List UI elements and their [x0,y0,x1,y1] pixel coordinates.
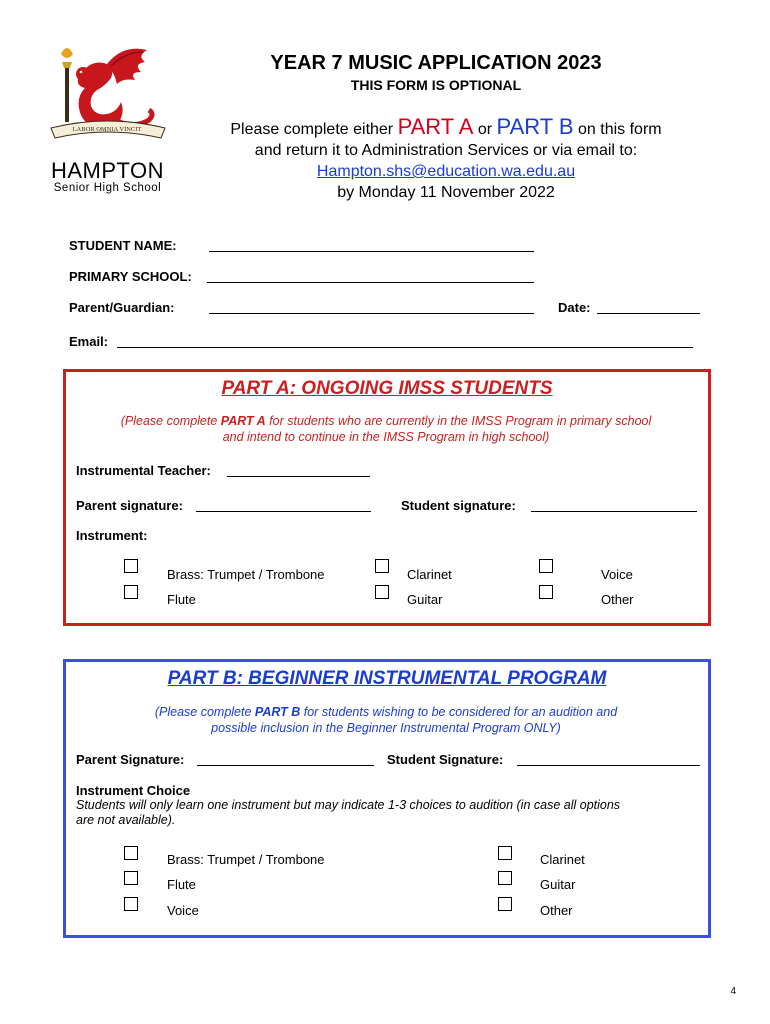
page-number: 4 [730,986,736,997]
part-b-student-signature-label: Student Signature: [387,752,504,767]
part-b-note [76,704,696,736]
checkbox-b-brass[interactable] [124,846,138,860]
part-a-heading: PART A: ONGOING IMSS STUDENTS [221,378,553,399]
date-label: Date: [558,300,591,315]
form-title: YEAR 7 MUSIC APPLICATION 2023 [270,52,602,74]
part-b-note-line2: possible inclusion in the Beginner Instrumental Program ONLY) [211,721,561,735]
instrumental-teacher-label: Instrumental Teacher: [76,463,211,478]
checkbox-b-other[interactable] [498,897,512,911]
instrument-label: Instrument: [76,528,148,543]
checkbox-b-flute[interactable] [124,871,138,885]
option-b-other: Other [540,903,573,918]
parent-guardian-label: Parent/Guardian: [69,300,175,315]
checkbox-guitar[interactable] [375,585,389,599]
option-brass: Brass: Trumpet / Trombone [167,567,325,582]
logo-school-name: HAMPTON [50,158,165,183]
option-guitar: Guitar [407,592,443,607]
part-a-note-line2: and intend to continue in the IMSS Program in high school) [222,430,550,444]
intro-post: on this form [573,121,662,138]
primary-school-field[interactable] [207,268,534,283]
part-b-section [63,659,711,938]
part-b-student-signature-field[interactable] [517,751,700,766]
option-clarinet: Clarinet [407,567,452,582]
intro-part-a: PART A [397,114,474,139]
option-flute: Flute [167,592,196,607]
checkbox-b-voice[interactable] [124,897,138,911]
part-a-note-pre: (Please complete [120,414,221,428]
checkbox-flute[interactable] [124,585,138,599]
option-b-voice: Voice [167,903,199,918]
part-b-parent-signature-field[interactable] [197,751,374,766]
part-a-parent-signature-label: Parent signature: [76,498,183,513]
student-name-label: STUDENT NAME: [69,238,177,253]
intro-or: or [473,121,497,138]
option-voice: Voice [601,567,633,582]
part-b-heading: PART B: BEGINNER INSTRUMENTAL PROGRAM [167,668,607,689]
part-a-student-signature-label: Student signature: [401,498,516,513]
option-b-flute: Flute [167,877,196,892]
checkbox-b-clarinet[interactable] [498,846,512,860]
checkbox-brass[interactable] [124,559,138,573]
email-label: Email: [69,334,109,349]
checkbox-other[interactable] [539,585,553,599]
option-other: Other [601,592,634,607]
intro-part-b: PART B [496,114,574,139]
intro-line2: and return it to Administration Services or via email to: [254,142,638,159]
parent-guardian-field[interactable] [209,299,534,314]
instrument-choice-note-2: are not available). [76,813,176,827]
part-a-section [63,369,711,626]
option-b-clarinet: Clarinet [540,852,585,867]
crest-motto: LABOR OMNIA VINCIT [72,126,142,133]
option-b-guitar: Guitar [540,877,576,892]
part-a-parent-signature-field[interactable] [196,497,371,512]
student-name-field[interactable] [209,237,534,252]
part-b-note-pre: (Please complete [154,705,255,719]
part-b-parent-signature-label: Parent Signature: [76,752,185,767]
part-b-note-bold: PART B [254,705,301,719]
instructions [190,116,702,203]
instrumental-teacher-field[interactable] [227,462,370,477]
part-b-note-post: for students wishing to be considered for an audition and [300,705,618,719]
instrument-choice-note [76,798,706,828]
checkbox-clarinet[interactable] [375,559,389,573]
part-a-student-signature-field[interactable] [531,497,697,512]
date-field[interactable] [597,299,700,314]
deadline: by Monday 11 November 2022 [337,184,555,201]
email-link[interactable]: Hampton.shs@education.wa.edu.au [316,163,576,180]
dragon-crest-icon [45,40,170,158]
instrument-choice-note-1: Students will only learn one instrument but may indicate 1-3 choices to audition (in case all options [76,798,621,812]
part-a-note [76,413,696,445]
email-field[interactable] [117,333,693,348]
school-logo [45,40,170,200]
checkbox-b-guitar[interactable] [498,871,512,885]
logo-school-subtitle: Senior High School [53,182,162,194]
form-subtitle: THIS FORM IS OPTIONAL [350,77,522,93]
part-a-note-post: for students who are currently in the IMSS Program in primary school [265,414,652,428]
option-b-brass: Brass: Trumpet / Trombone [167,852,325,867]
checkbox-voice[interactable] [539,559,553,573]
intro-pre: Please complete either [230,121,398,138]
primary-school-label: PRIMARY SCHOOL: [69,269,192,284]
part-a-note-bold: PART A [220,414,266,428]
instrument-choice-label: Instrument Choice [76,783,191,798]
